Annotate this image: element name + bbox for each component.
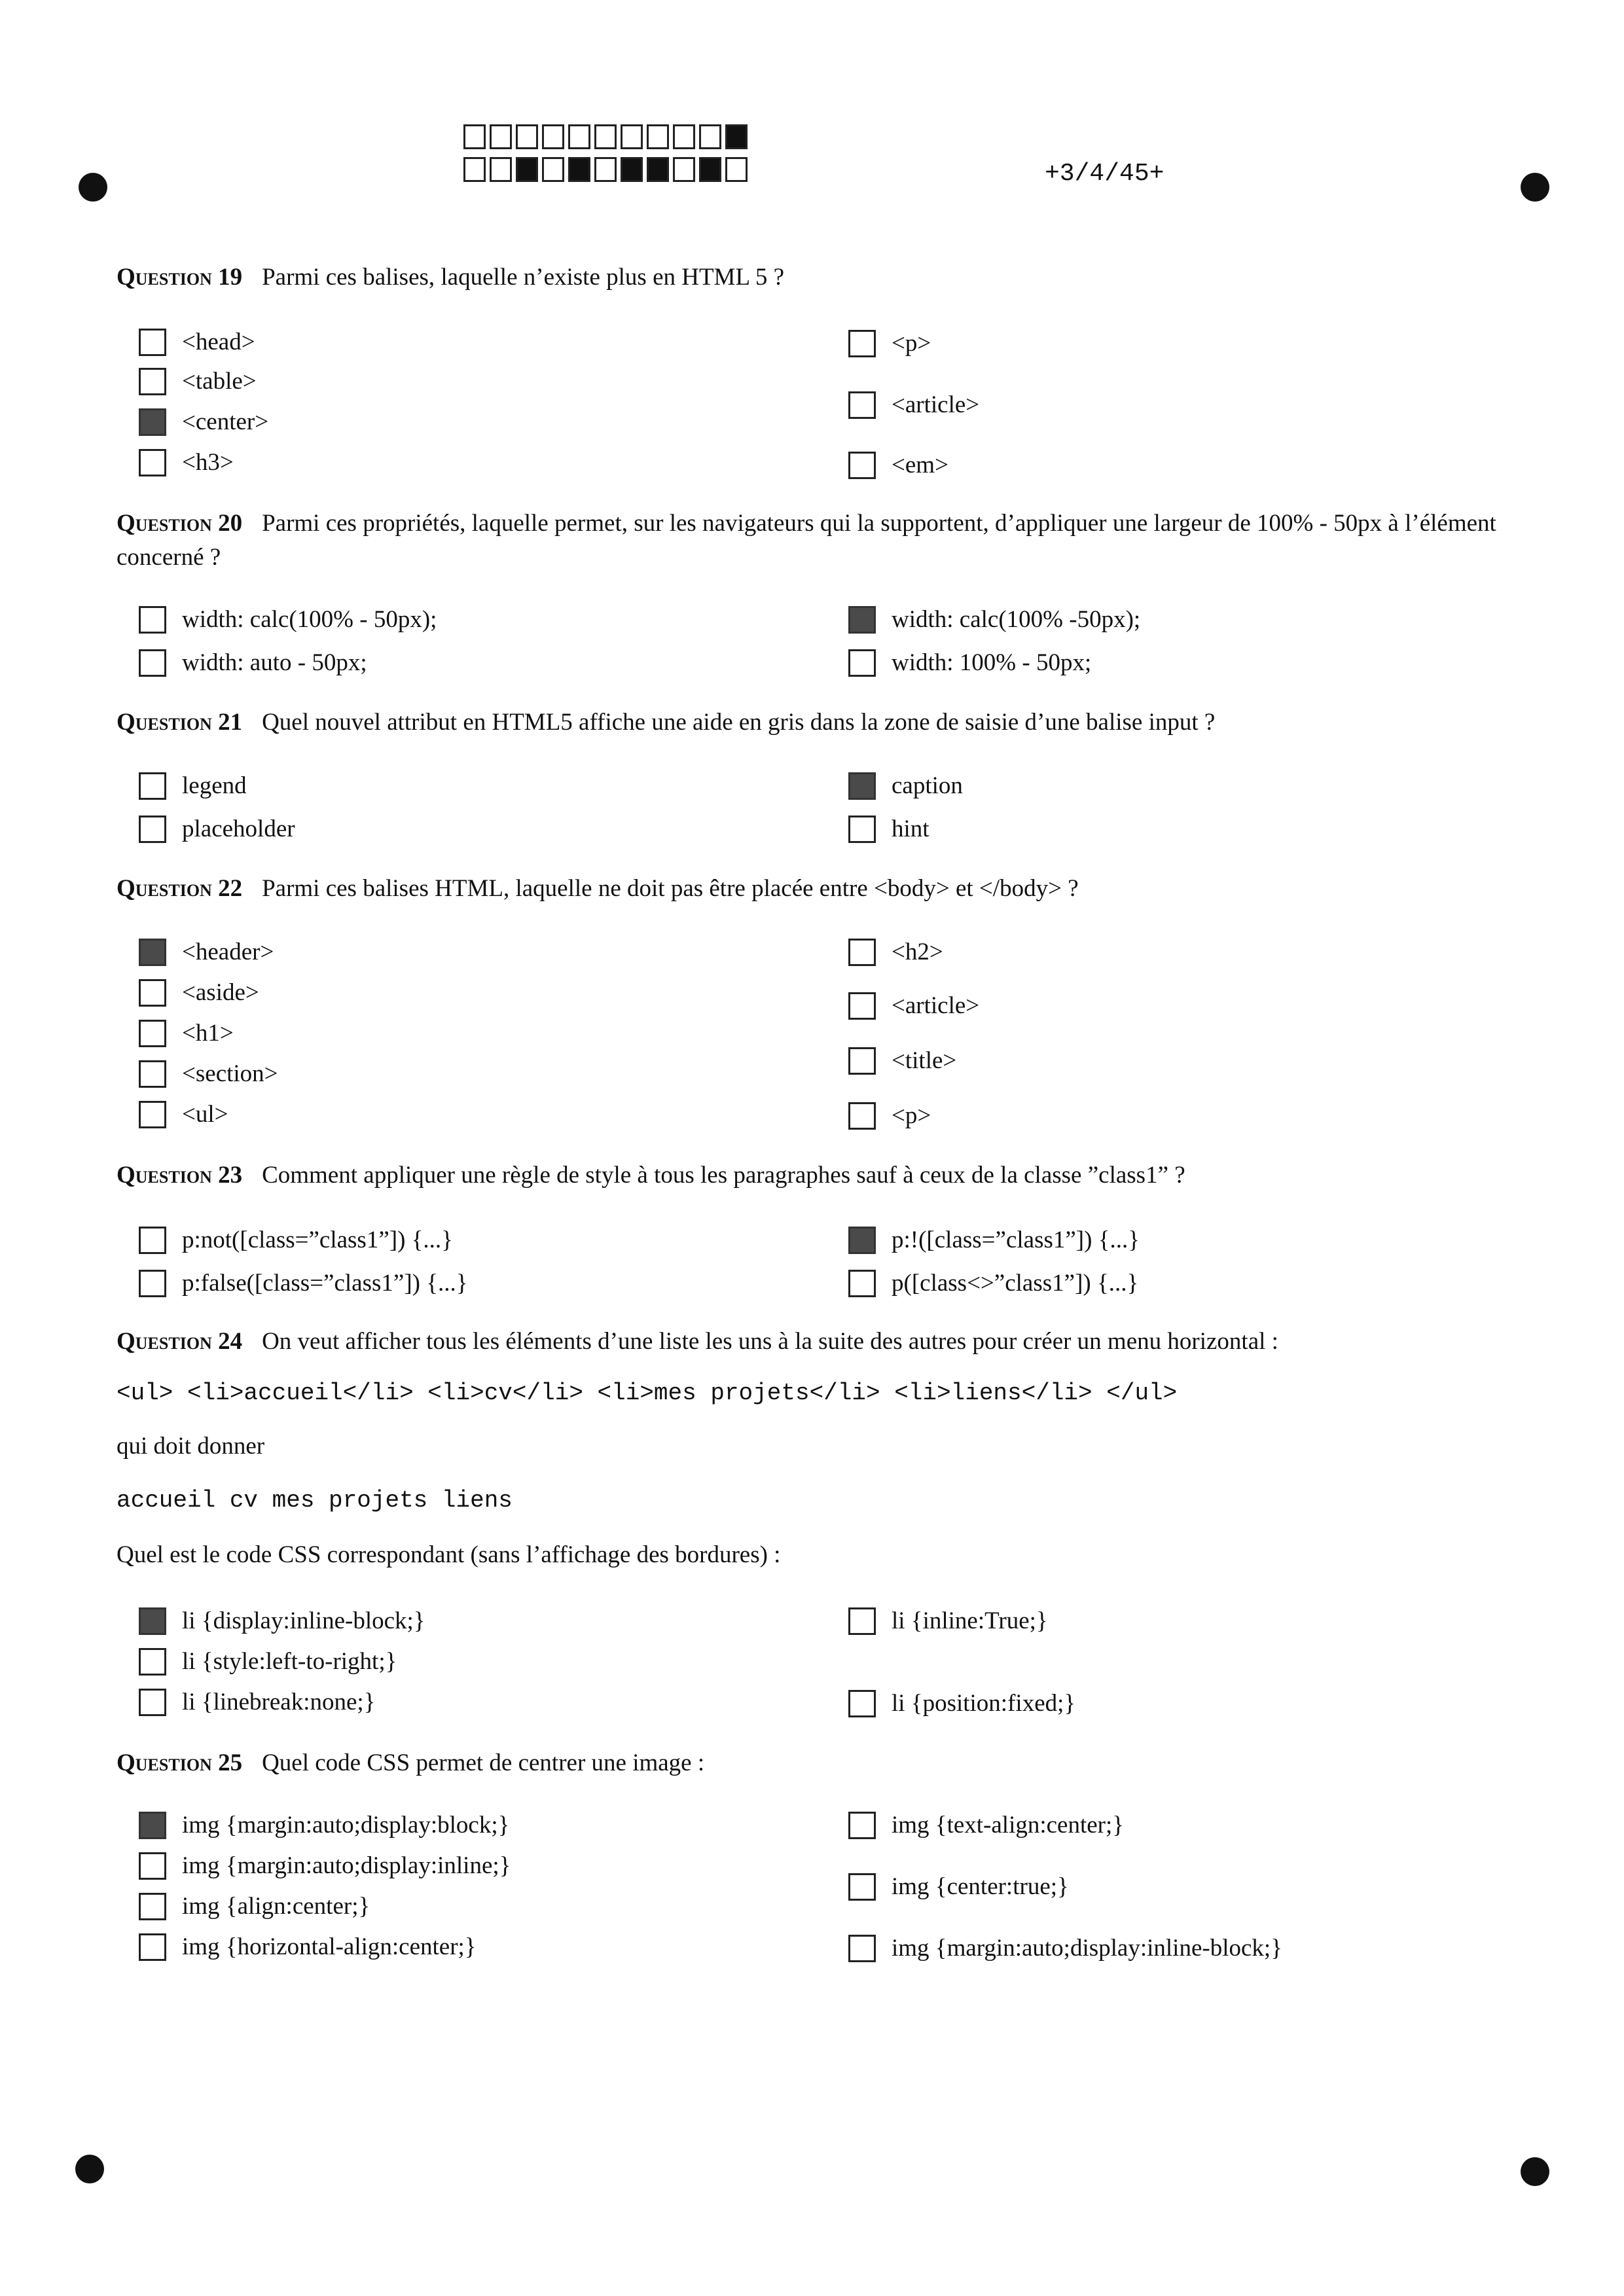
corner-mark-top-left (79, 173, 107, 202)
question-24 (117, 1325, 1524, 1359)
answer-checkbox[interactable] (139, 1648, 166, 1676)
corner-mark-top-right (1521, 173, 1549, 202)
answer-checkbox[interactable] (848, 452, 876, 479)
answer-checkbox[interactable] (139, 649, 166, 677)
option[interactable] (139, 1932, 477, 1962)
question-25 (117, 1746, 1524, 1780)
answer-checkbox[interactable] (139, 1020, 166, 1047)
answer-checkbox-checked[interactable] (139, 1812, 166, 1839)
option-label: <article> (892, 992, 980, 1019)
option-label: <article> (892, 391, 980, 418)
option[interactable] (139, 771, 247, 801)
corner-mark-bottom-right (1521, 2157, 1549, 2186)
option[interactable] (848, 1268, 1138, 1299)
option[interactable] (139, 814, 295, 844)
question-text: On veut afficher tous les éléments d’une liste les uns à la suite des autres pour créer un menu horizontal : (262, 1328, 1278, 1355)
answer-checkbox[interactable] (139, 1060, 166, 1088)
option-label: <center> (182, 408, 269, 435)
answer-checkbox-checked[interactable] (848, 1227, 876, 1254)
option-label: width: calc(100% - 50px); (182, 606, 437, 633)
answer-checkbox[interactable] (848, 1270, 876, 1297)
question-text: Parmi ces propriétés, laquelle permet, sur les navigateurs qui la supportent, d’appliquer une largeur de 100% - 50px à l’élément concerné ? (117, 510, 1496, 571)
option-label: <aside> (182, 979, 259, 1006)
option[interactable] (139, 1059, 278, 1089)
answer-checkbox[interactable] (848, 1047, 876, 1075)
option[interactable] (848, 648, 1091, 678)
code-example-output: accueil cv mes projets liens (117, 1487, 513, 1514)
option[interactable] (139, 367, 257, 397)
id-code-strip-top (463, 124, 751, 149)
answer-checkbox[interactable] (848, 1812, 876, 1839)
option[interactable] (848, 605, 1140, 635)
question-text: Quel nouvel attribut en HTML5 affiche une aide en gris dans la zone de saisie d’une balise input ? (262, 709, 1216, 736)
option[interactable] (848, 771, 963, 801)
option[interactable] (848, 937, 943, 967)
option-label: img {horizontal-align:center;} (182, 1933, 477, 1960)
answer-checkbox[interactable] (848, 330, 876, 357)
option-label: img {margin:auto;display:inline;} (182, 1852, 511, 1879)
option[interactable] (139, 327, 255, 357)
option-label: <table> (182, 368, 257, 395)
option[interactable] (139, 1100, 228, 1130)
option[interactable] (848, 1872, 1069, 1902)
option-label: <section> (182, 1060, 278, 1087)
question-22 (117, 872, 1524, 906)
option[interactable] (848, 329, 931, 359)
answer-checkbox[interactable] (139, 1933, 166, 1961)
id-code-strip-bottom (463, 157, 751, 182)
answer-checkbox[interactable] (848, 1102, 876, 1130)
answer-checkbox[interactable] (139, 1893, 166, 1920)
option[interactable] (139, 648, 367, 678)
answer-checkbox-checked[interactable] (848, 606, 876, 634)
question-number: Question 24 (117, 1328, 243, 1355)
page-id: +3/4/45+ (1045, 160, 1164, 188)
question-number: Question 19 (117, 264, 243, 291)
answer-checkbox[interactable] (139, 1852, 166, 1880)
option-label: placeholder (182, 816, 295, 842)
option[interactable] (848, 1933, 1282, 1964)
question-20 (117, 507, 1524, 575)
option-label: width: 100% - 50px; (892, 649, 1092, 676)
answer-checkbox[interactable] (848, 816, 876, 843)
option-label: li {display:inline-block;} (182, 1607, 425, 1634)
answer-checkbox[interactable] (139, 772, 166, 800)
option-label: li {linebreak:none;} (182, 1689, 376, 1715)
question-23 (117, 1158, 1524, 1193)
question-text-3: Quel est le code CSS correspondant (sans l’affichage des bordures) : (117, 1541, 781, 1568)
option[interactable] (139, 1268, 467, 1299)
option[interactable] (139, 1851, 511, 1881)
option[interactable] (139, 1892, 370, 1922)
answer-checkbox[interactable] (848, 1935, 876, 1962)
option[interactable] (848, 450, 948, 480)
option-label: caption (892, 772, 963, 799)
question-number: Question 23 (117, 1162, 243, 1189)
option[interactable] (848, 1225, 1140, 1255)
option[interactable] (848, 390, 979, 420)
answer-checkbox[interactable] (139, 329, 166, 356)
answer-checkbox[interactable] (848, 649, 876, 677)
option[interactable] (848, 1689, 1075, 1719)
question-number: Question 22 (117, 875, 243, 902)
answer-checkbox[interactable] (139, 1227, 166, 1254)
option-label: width: calc(100% -50px); (892, 606, 1141, 633)
answer-checkbox[interactable] (139, 606, 166, 634)
answer-checkbox[interactable] (139, 449, 166, 476)
option[interactable] (848, 814, 929, 844)
question-text: Parmi ces balises, laquelle n’existe plus en HTML 5 ? (262, 264, 785, 291)
option-label: hint (892, 816, 929, 842)
option[interactable] (139, 448, 234, 478)
option[interactable] (139, 978, 259, 1008)
option[interactable] (139, 1018, 234, 1049)
answer-checkbox-checked[interactable] (139, 408, 166, 436)
option-label: img {margin:auto;display:inline-block;} (892, 1935, 1282, 1962)
option[interactable] (848, 991, 979, 1021)
option-label: li {position:fixed;} (892, 1690, 1076, 1717)
option[interactable] (139, 937, 274, 967)
option[interactable] (139, 1606, 425, 1636)
option[interactable] (848, 1606, 1048, 1636)
option-label: img {align:center;} (182, 1893, 370, 1920)
answer-checkbox[interactable] (848, 992, 876, 1020)
answer-checkbox[interactable] (848, 1607, 876, 1635)
question-19 (117, 260, 1524, 295)
option[interactable] (848, 1101, 931, 1131)
question-text: Quel code CSS permet de centrer une image : (262, 1749, 705, 1776)
option[interactable] (139, 1225, 453, 1255)
option-label: <h1> (182, 1020, 234, 1047)
option-label: <p> (892, 330, 931, 357)
option[interactable] (848, 1810, 1124, 1840)
option-label: img {center:true;} (892, 1873, 1069, 1900)
option[interactable] (848, 1046, 956, 1076)
code-example-html: <ul> <li>accueil</li> <li>cv</li> <li>mes projets</li> <li>liens</li> </ul> (117, 1380, 1178, 1407)
option-label: legend (182, 772, 247, 799)
option-label: <h2> (892, 939, 943, 965)
question-text-2: qui doit donner (117, 1433, 265, 1460)
option-label: <header> (182, 939, 274, 965)
option[interactable] (139, 1647, 397, 1677)
answer-checkbox[interactable] (139, 1270, 166, 1297)
answer-checkbox[interactable] (139, 368, 166, 395)
option-label: <em> (892, 452, 948, 478)
question-number: Question 21 (117, 709, 243, 736)
option[interactable] (139, 605, 437, 635)
answer-checkbox-checked[interactable] (139, 1607, 166, 1635)
answer-checkbox-checked[interactable] (848, 772, 876, 800)
option-label: img {margin:auto;display:block;} (182, 1812, 510, 1839)
option[interactable] (139, 407, 268, 437)
option-label: <h3> (182, 449, 234, 476)
question-21 (117, 706, 1524, 740)
option-label: img {text-align:center;} (892, 1812, 1125, 1839)
answer-checkbox[interactable] (848, 391, 876, 419)
option-label: p:!([class=”class1”]) {...} (892, 1227, 1140, 1253)
option-label: <ul> (182, 1101, 228, 1128)
option-label: p([class<>”class1”]) {...} (892, 1270, 1139, 1297)
option-label: p:not([class=”class1”]) {...} (182, 1227, 453, 1253)
corner-mark-bottom-left (75, 2155, 104, 2183)
answer-checkbox-checked[interactable] (139, 939, 166, 966)
answer-checkbox[interactable] (848, 1873, 876, 1901)
answer-checkbox[interactable] (848, 939, 876, 966)
answer-checkbox[interactable] (848, 1690, 876, 1717)
answer-checkbox[interactable] (139, 979, 166, 1007)
answer-checkbox[interactable] (139, 816, 166, 843)
option[interactable] (139, 1810, 509, 1840)
question-text: Comment appliquer une règle de style à tous les paragraphes sauf à ceux de la classe ”class1” ? (262, 1162, 1185, 1189)
question-text: Parmi ces balises HTML, laquelle ne doit pas être placée entre <body> et </body> ? (262, 875, 1079, 902)
option-label: <title> (892, 1047, 957, 1074)
question-number: Question 20 (117, 510, 243, 537)
option-label: li {style:left-to-right;} (182, 1648, 397, 1675)
option-label: p:false([class=”class1”]) {...} (182, 1270, 468, 1297)
option-label: li {inline:True;} (892, 1607, 1048, 1634)
question-number: Question 25 (117, 1749, 243, 1776)
option-label: <head> (182, 329, 255, 355)
option-label: width: auto - 50px; (182, 649, 367, 676)
option-label: <p> (892, 1102, 931, 1129)
option[interactable] (139, 1687, 375, 1717)
answer-checkbox[interactable] (139, 1101, 166, 1128)
answer-checkbox[interactable] (139, 1689, 166, 1716)
